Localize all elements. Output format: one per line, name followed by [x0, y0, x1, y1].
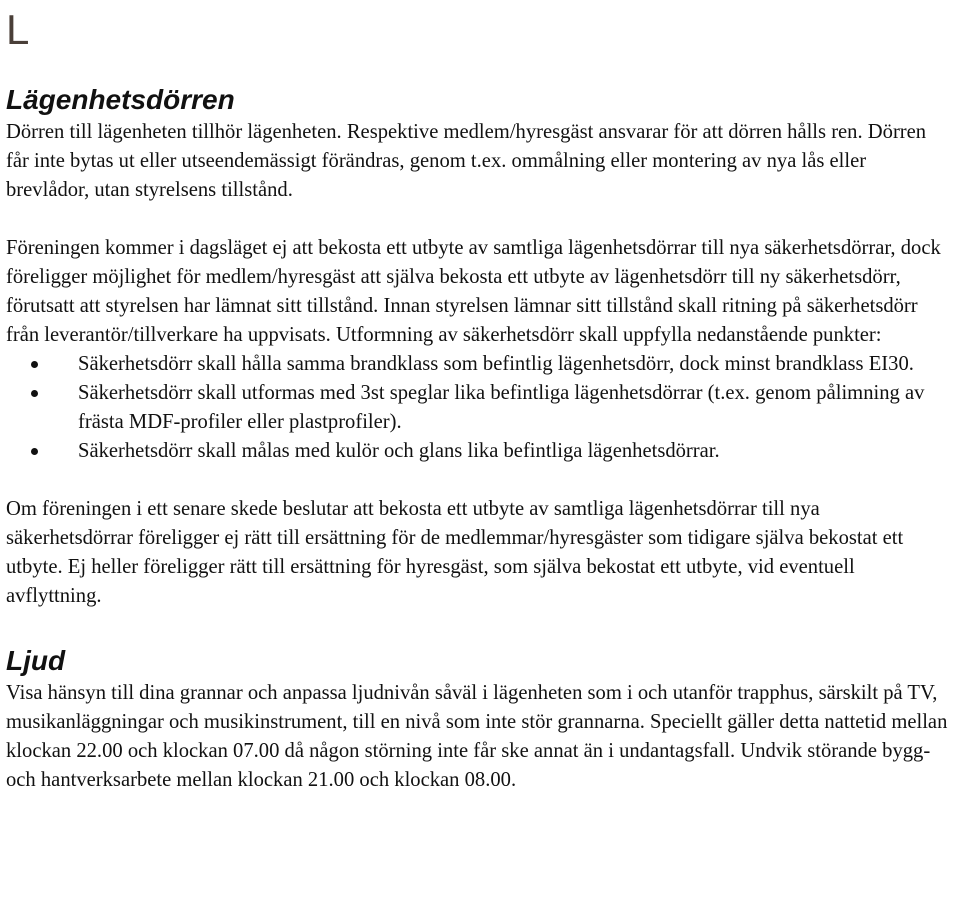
- list-item: Säkerhetsdörr skall målas med kulör och glans lika befintliga lägenhetsdörrar.: [6, 437, 951, 466]
- heading-ljud: Ljud: [6, 645, 66, 676]
- door-requirements-list: [6, 350, 951, 466]
- sound-paragraph-1: Visa hänsyn till dina grannar och anpassa ljudnivån såväl i lägenheten som i och utanför trapphus, särskilt på TV, musikanläggningar och musikinstrument, till en nivå som inte stör grannarna. Speciellt gäller detta nattetid mellan klockan 22.00 och klockan 07.00 då någon störning inte får ske annat än i undantagsfall. Undvik störande bygg- och hantverksarbete mellan klockan 21.00 och klockan 08.00.: [6, 682, 948, 791]
- door-paragraph-3: Om föreningen i ett senare skede beslutar att bekosta ett utbyte av samtliga lägenhetsdörrar till nya säkerhetsdörrar föreligger ej rätt till ersättning för de medlemmar/hyresgäster som tidigare själva bekostat ett utbyte. Ej heller föreligger rätt till ersättning för hyresgäst, som själva bekostat ett utbyte, vid eventuell avflyttning.: [6, 498, 904, 607]
- list-item: Säkerhetsdörr skall utformas med 3st speglar lika befintliga lägenhetsdörrar (t.ex. genom pålimning av frästa MDF-profiler eller plastprofiler).: [6, 379, 951, 437]
- list-item: Säkerhetsdörr skall hålla samma brandklass som befintlig lägenhetsdörr, dock minst brandklass EI30.: [6, 350, 951, 379]
- section-door: [6, 84, 951, 611]
- door-paragraph-1: Dörren till lägenheten tillhör lägenheten. Respektive medlem/hyresgäst ansvarar för att dörren hålls ren. Dörren får inte bytas ut eller utseendemässigt förändras, genom t.ex. ommålning eller montering av nya lås eller brevlådor, utan styrelsens tillstånd.: [6, 121, 927, 201]
- door-paragraph-2: Föreningen kommer i dagsläget ej att bekosta ett utbyte av samtliga lägenhetsdörrar till nya säkerhetsdörrar, dock föreligger möjlighet för medlem/hyresgäst att själva bekosta ett utbyte av lägenhetsdörr till ny säkerhetsdörr, förutsatt att styrelsen har lämnat sitt tillstånd. Innan styrelsen lämnar sitt tillstånd skall ritning på säkerhetsdörr från leverantör/tillverkare ha uppvisats. Utformning av säkerhetsdörr skall uppfylla nedanstående punkter:: [6, 237, 941, 346]
- section-letter: L: [6, 6, 30, 53]
- section-sound: [6, 645, 951, 795]
- heading-lagenhetsdorren: Lägenhetsdörren: [6, 84, 235, 115]
- document-page: [6, 0, 951, 795]
